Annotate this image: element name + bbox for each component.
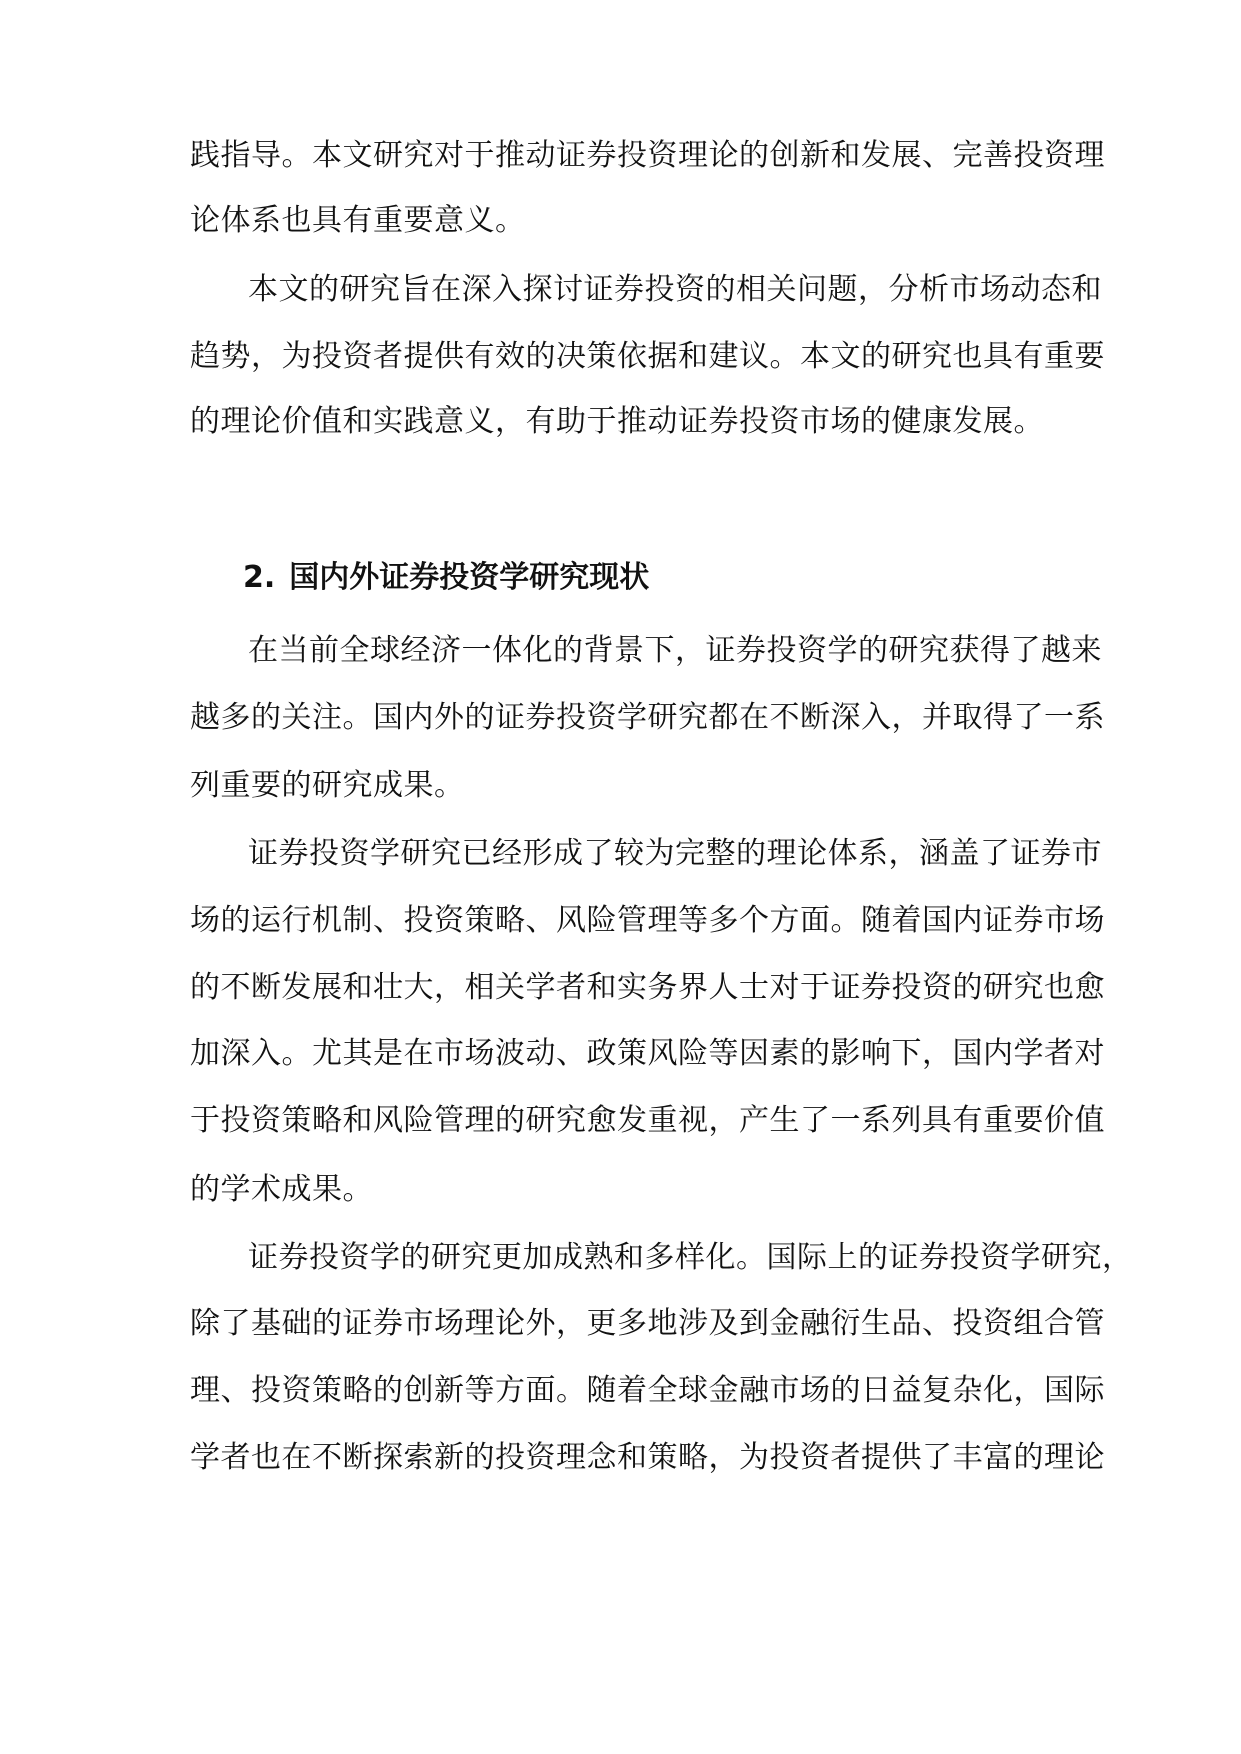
paragraph-4-line-2: 场的运行机制、投资策略、风险管理等多个方面。随着国内证券市场 — [190, 903, 1105, 938]
paragraph-4-line-6: 的学术成果。 — [190, 1172, 373, 1207]
section-number: 2. — [243, 560, 276, 595]
paragraph-4-line-1: 证券投资学研究已经形成了较为完整的理论体系，涵盖了证券市 — [248, 836, 1102, 871]
section-heading — [243, 560, 649, 596]
paragraph-4-line-3: 的不断发展和壮大，相关学者和实务界人士对于证券投资的研究也愈 — [190, 970, 1105, 1005]
paragraph-4-line-4: 加深入。尤其是在市场波动、政策风险等因素的影响下，国内学者对 — [190, 1036, 1105, 1071]
paragraph-5-line-3: 理、投资策略的创新等方面。随着全球金融市场的日益复杂化，国际 — [190, 1373, 1105, 1408]
paragraph-1-line-1: 践指导。本文研究对于推动证券投资理论的创新和发展、完善投资理 — [190, 138, 1105, 173]
section-title: 国内外证券投资学研究现状 — [289, 560, 650, 595]
paragraph-2-line-1: 本文的研究旨在深入探讨证券投资的相关问题，分析市场动态和 — [248, 272, 1102, 307]
paragraph-2-line-2: 趋势，为投资者提供有效的决策依据和建议。本文的研究也具有重要 — [190, 339, 1105, 374]
paragraph-5-line-1: 证券投资学的研究更加成熟和多样化。国际上的证券投资学研究， — [248, 1240, 1133, 1275]
paragraph-4-line-5: 于投资策略和风险管理的研究愈发重视，产生了一系列具有重要价值 — [190, 1103, 1105, 1138]
paragraph-2-line-3: 的理论价值和实践意义，有助于推动证券投资市场的健康发展。 — [190, 404, 1044, 439]
paragraph-3-line-2: 越多的关注。国内外的证券投资学研究都在不断深入，并取得了一系 — [190, 700, 1105, 735]
paragraph-5-line-2: 除了基础的证券市场理论外，更多地涉及到金融衍生品、投资组合管 — [190, 1306, 1105, 1341]
paragraph-3-line-3: 列重要的研究成果。 — [190, 768, 465, 803]
paragraph-3-line-1: 在当前全球经济一体化的背景下，证券投资学的研究获得了越来 — [248, 633, 1102, 668]
paragraph-1-line-2: 论体系也具有重要意义。 — [190, 203, 526, 238]
paragraph-5-line-4: 学者也在不断探索新的投资理念和策略，为投资者提供了丰富的理论 — [190, 1440, 1105, 1475]
